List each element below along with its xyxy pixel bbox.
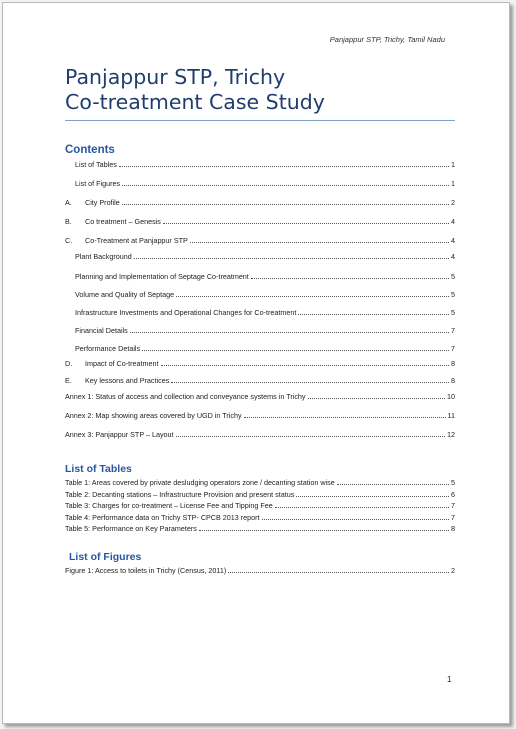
entry-text: Annex 3: Panjappur STP – Layout <box>65 430 174 439</box>
table-entry[interactable] <box>65 489 455 499</box>
entry-label <box>65 198 120 208</box>
dot-leader <box>130 325 449 333</box>
entry-label <box>65 566 226 576</box>
dot-leader <box>163 216 449 224</box>
entry-text: Performance Details <box>75 344 141 353</box>
running-header: Panjappur STP, Trichy, Tamil Nadu <box>329 35 445 44</box>
entry-page-number: 5 <box>451 308 455 317</box>
entry-page-number: 6 <box>451 489 455 499</box>
entry-letter: B. <box>65 217 72 226</box>
figure-entry[interactable] <box>65 565 455 575</box>
toc-entry[interactable] <box>65 358 455 368</box>
entry-page-number: 12 <box>447 430 455 439</box>
entry-page-number: 2 <box>451 566 455 575</box>
dot-leader <box>228 565 449 573</box>
dot-leader <box>161 358 450 366</box>
toc-entry[interactable] <box>65 197 455 207</box>
entry-text: Co treatment – Genesis <box>85 217 161 226</box>
toc-entry[interactable] <box>75 271 455 281</box>
entry-text: City Profile <box>85 198 120 207</box>
entry-page-number: 7 <box>451 326 455 335</box>
dot-leader <box>142 343 449 351</box>
entry-label <box>65 478 335 488</box>
document-title <box>65 65 325 115</box>
entry-label <box>65 524 197 534</box>
table-entry[interactable] <box>65 523 455 533</box>
toc-entry[interactable] <box>75 307 455 317</box>
entry-letter: E. <box>65 376 72 385</box>
dot-leader <box>308 391 445 399</box>
title-line-1: Panjappur STP, Trichy <box>65 65 286 89</box>
entry-label <box>75 326 128 336</box>
entry-page-number: 5 <box>451 478 455 487</box>
dot-leader <box>190 235 449 243</box>
entry-page-number: 8 <box>451 359 455 368</box>
entry-label <box>65 217 161 227</box>
entry-text: Annex 1: Status of access and collection and conveyance systems in Trichy <box>65 392 306 401</box>
entry-page-number: 1 <box>451 179 455 188</box>
entry-text: List of Figures <box>75 179 121 188</box>
toc-entry[interactable] <box>75 343 455 353</box>
dot-leader <box>122 178 449 186</box>
toc-entry[interactable] <box>65 375 455 385</box>
entry-label <box>65 392 306 402</box>
entry-page-number: 2 <box>451 198 455 207</box>
entry-page-number: 11 <box>447 411 455 420</box>
dot-leader <box>134 251 449 259</box>
toc-entry[interactable] <box>75 178 455 188</box>
dot-leader <box>296 489 449 497</box>
dot-leader <box>251 271 449 279</box>
entry-page-number: 5 <box>451 272 455 281</box>
entry-label <box>75 308 296 318</box>
entry-page-number: 1 <box>451 160 455 169</box>
title-line-2: Co-treatment Case Study <box>65 90 325 114</box>
entry-page-number: 7 <box>451 501 455 510</box>
entry-page-number: 4 <box>451 252 455 261</box>
entry-page-number: 8 <box>451 524 455 533</box>
entry-page-number: 7 <box>451 344 455 353</box>
dot-leader <box>298 307 449 315</box>
entry-text: List of Tables <box>75 160 117 169</box>
entry-page-number: 5 <box>451 290 455 299</box>
entry-label <box>65 376 169 386</box>
title-rule <box>65 120 455 121</box>
entry-text: Impact of Co-treatment <box>85 359 159 368</box>
table-entry[interactable] <box>65 512 455 522</box>
dot-leader <box>122 197 449 205</box>
toc-entry[interactable] <box>65 391 455 401</box>
entry-label <box>75 344 140 354</box>
entry-page-number: 4 <box>451 236 455 245</box>
table-entry[interactable] <box>65 500 455 510</box>
entry-text: Financial Details <box>75 326 128 335</box>
toc-entry[interactable] <box>75 251 455 261</box>
list-of-tables-heading: List of Tables <box>65 463 132 475</box>
dot-leader <box>337 477 449 485</box>
toc-entry[interactable] <box>75 325 455 335</box>
entry-label <box>75 160 117 170</box>
entry-text: Table 2: Decanting stations – Infrastructure Provision and present status <box>65 489 295 499</box>
entry-page-number: 10 <box>447 392 455 401</box>
entry-text: Volume and Quality of Septage <box>75 290 175 299</box>
entry-text: Co-Treatment at Panjappur STP <box>85 236 188 245</box>
entry-text: Table 5: Performance on Key Parameters <box>65 524 197 533</box>
entry-page-number: 8 <box>451 376 455 385</box>
dot-leader <box>176 429 445 437</box>
entry-text: Key lessons and Practices <box>85 376 170 385</box>
entry-label <box>75 179 120 189</box>
entry-label <box>65 501 273 511</box>
entry-label <box>65 359 159 369</box>
dot-leader <box>176 289 449 297</box>
entry-page-number: 4 <box>451 217 455 226</box>
entry-text: Plant Background <box>75 252 132 261</box>
entry-text: Table 1: Areas covered by private desludging operators zone / decanting station wise <box>65 478 335 487</box>
dot-leader <box>171 375 449 383</box>
entry-label <box>75 272 249 282</box>
toc-entry[interactable] <box>75 289 455 299</box>
dot-leader <box>275 500 449 508</box>
entry-label <box>65 236 188 246</box>
contents-heading: Contents <box>65 144 115 156</box>
dot-leader <box>262 512 449 520</box>
entry-text: Figure 1: Access to toilets in Trichy (Census, 2011) <box>65 566 227 575</box>
entry-letter: A. <box>65 198 72 207</box>
entry-letter: D. <box>65 359 73 368</box>
entry-text: Planning and Implementation of Septage Co-treatment <box>75 272 249 281</box>
entry-text: Annex 2: Map showing areas covered by UGD in Trichy <box>65 411 242 420</box>
list-of-figures-heading: List of Figures <box>69 551 142 563</box>
entry-label <box>75 290 174 300</box>
entry-label <box>75 252 132 262</box>
page-number: 1 <box>447 675 452 684</box>
entry-page-number: 7 <box>451 512 455 522</box>
dot-leader <box>119 159 449 167</box>
toc-entry[interactable] <box>65 235 455 245</box>
entry-label <box>65 430 174 440</box>
entry-label <box>65 490 294 500</box>
toc-entry[interactable] <box>65 216 455 226</box>
entry-text: Table 4: Performance data on Trichy STP- CPCB 2013 report <box>65 512 260 522</box>
entry-label <box>65 513 260 523</box>
entry-text: Table 3: Charges for co-treatment – License Fee and Tipping Fee <box>65 501 273 510</box>
toc-entry[interactable] <box>75 159 455 169</box>
toc-entry[interactable] <box>65 410 455 420</box>
entry-label <box>65 411 242 421</box>
document-page <box>2 2 510 724</box>
dot-leader <box>244 410 446 418</box>
entry-letter: C. <box>65 236 73 245</box>
entry-text: Infrastructure Investments and Operational Changes for Co-treatment <box>75 308 297 317</box>
table-entry[interactable] <box>65 477 455 487</box>
toc-entry[interactable] <box>65 429 455 439</box>
dot-leader <box>199 523 449 531</box>
